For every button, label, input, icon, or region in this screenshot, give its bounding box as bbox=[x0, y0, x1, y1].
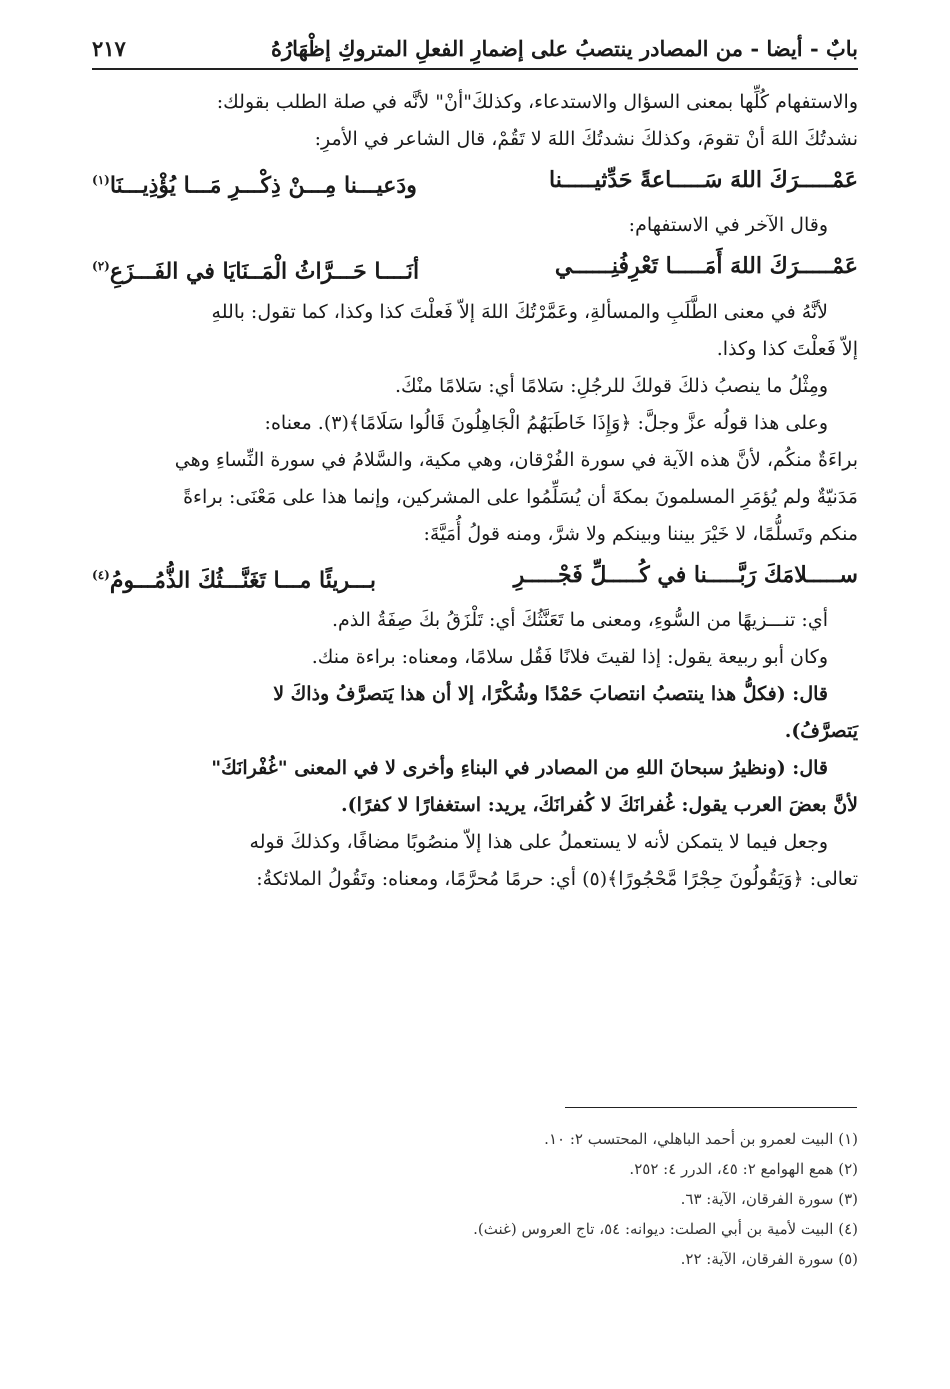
verse-hemistich-right: ســـــلامَكَ رَبَّـــــنا في كُـــــلِّ فَجْـــــرِ bbox=[513, 561, 858, 588]
text-line: إلاّ فَعلْتَ كذا وكذا. bbox=[716, 337, 858, 360]
text-line: أي: تنـــزيهًا من السُّوءِ، ومعنى ما تَعَنَّثُكَ أي: تَلْزَقُ بكَ صِفَةُ الذم. bbox=[332, 608, 828, 631]
text-line: لأنَّهُ في معنى الطَّلَبِ والمسألةِ، وعَمَّرْتُكَ اللهَ إلاّ فَعلْتَ كذا وكذا، كما تقول: باللهِ bbox=[211, 300, 828, 323]
text-line: وعلى هذا قولُه عزَّ وجلَّ: ﴿وَإِذَا خَاطَبَهُمُ الْجَاهِلُونَ قَالُوا سَلَامًا﴾(٣). معناه: bbox=[264, 411, 828, 434]
text-line: وكان أبو ربيعة يقول: إذا لقيتَ فلانًا فَقُل سلامًا، ومعناه: براءة منك. bbox=[311, 645, 828, 668]
text-line: مَدَنيّةٌ ولم يُؤمَرِ المسلمونَ بمكةَ أن يُسَلِّمُوا على المشركين، وإنما هذا على مَعْنَى: براءةً bbox=[183, 485, 858, 508]
verse-hemistich-left: بـــريئًا مـــا تَغَنَّـــثُكَ الذُّمُـــومُ$^{(٤)}$ bbox=[92, 566, 377, 593]
text-line: تعالى: ﴿وَيَقُولُونَ حِجْرًا مَّحْجُورًا﴾(٥) أي: حرمًا مُحرَّمًا، ومعناه: وتَقُولُ الملائكةُ: bbox=[256, 867, 858, 890]
footnote: (٢) همع الهوامع ٢: ٤٥، الدرر ٤: ٢٥٢. bbox=[629, 1160, 858, 1178]
footnote-mark: (٤) bbox=[92, 567, 110, 582]
footnote-mark: (٢) bbox=[92, 259, 110, 274]
page-number: ٢١٧ bbox=[92, 35, 126, 61]
text-line: براءَةٌ منكُم، لأنَّ هذه الآية في سورة الفُرْقان، وهي مكية، والسَّلامُ في سورة النِّساءِ وهي bbox=[174, 448, 858, 471]
text-line: ومِثْلُ ما ينصبُ ذلكَ قولكَ للرجُلِ: سَلامًا أي: سَلامًا منْكَ. bbox=[395, 374, 828, 397]
poem-verse-1 bbox=[92, 158, 858, 207]
text-line: نشدتُكَ اللهَ أنْ تقومَ، وكذلكَ نشدتُكَ اللهَ لا تَقُمْ، قال الشاعر في الأمرِ: bbox=[314, 128, 858, 150]
chapter-title: بابٌ - أيضا - من المصادر ينتصبُ على إضمارِ الفعلِ المتروكِ إظْهَارُهُ bbox=[271, 35, 858, 61]
text-line: وقال الآخر في الاستفهام: bbox=[628, 214, 828, 237]
footnote: (١) البيت لعمرو بن أحمد الباهلي، المحتسب ٢: ١٠. bbox=[544, 1130, 858, 1148]
footnote: (٣) سورة الفرقان، الآية: ٦٣. bbox=[680, 1190, 858, 1208]
quoted-text-line: قال: (فكلُّ هذا ينتصبُ انتصابَ حَمْدًا وشُكْرًا، إلا أن هذا يَتصرَّفُ وذاكَ لا bbox=[273, 682, 828, 705]
footnote-separator bbox=[565, 1107, 857, 1108]
verse-hemistich-right: عَمْـــــرَكَ اللهَ أَمَـــــا تَعْرِفُنِــــــي bbox=[554, 253, 858, 280]
footnote: (٤) البيت لأمية بن أبي الصلت: ديوانه: ٥٤، تاج العروس (غنث). bbox=[473, 1220, 858, 1238]
verse-hemistich-left: ودَعيـــنا مِـــنْ ذِكْـــرِ مَـــا يُؤْذِيـــنَا$^{(١)}$ bbox=[92, 172, 417, 199]
text-line: والاستفهام كُلِّها بمعنى السؤال والاستدعاء، وكذلكَ"أنْ" لأنَّه في صلة الطلب بقولك: bbox=[216, 91, 858, 113]
quoted-text-line: قال: (ونظيرُ سبحانَ اللهِ من المصادر في البناءِ وأخرى لا في المعنى "غُفْرانَكَ" bbox=[211, 756, 828, 779]
footnote: (٥) سورة الفرقان، الآية: ٢٢. bbox=[680, 1250, 858, 1268]
footnote-mark: (١) bbox=[92, 173, 110, 187]
footnotes bbox=[92, 1124, 858, 1274]
poem-verse-3 bbox=[92, 553, 858, 602]
quoted-text-line: لأنَّ بعضَ العرب يقول: غُفرانَكَ لا كُفرانَكَ، يريد: استغفارًا لا كفرًا). bbox=[341, 793, 858, 816]
poem-verse-2 bbox=[92, 244, 858, 293]
verse-hemistich-left: أنَــــا حَـــرَّاثُ الْمَــنَايَا في الفَـــزَعِ$^{(٢)}$ bbox=[92, 258, 420, 285]
text-line: منكم وتَسلُّمًا، لا خَيْرَ بيننا وبينكم ولا شرَّ، ومنه قولُ أُمَيَّةَ: bbox=[423, 522, 858, 545]
quoted-text-line: يَتصرَّفُ). bbox=[784, 719, 858, 742]
main-text bbox=[92, 84, 858, 898]
text-line: وجعل فيما لا يتمكن لأنه لا يستعملُ على هذا إلاّ منصُوبًا مضافًا، وكذلكَ قوله bbox=[249, 830, 828, 853]
verse-hemistich-right: عَمْـــــرَكَ اللهَ سَـــــاعةً حَدِّثيـــــنا bbox=[549, 167, 858, 193]
page-header bbox=[92, 28, 858, 70]
